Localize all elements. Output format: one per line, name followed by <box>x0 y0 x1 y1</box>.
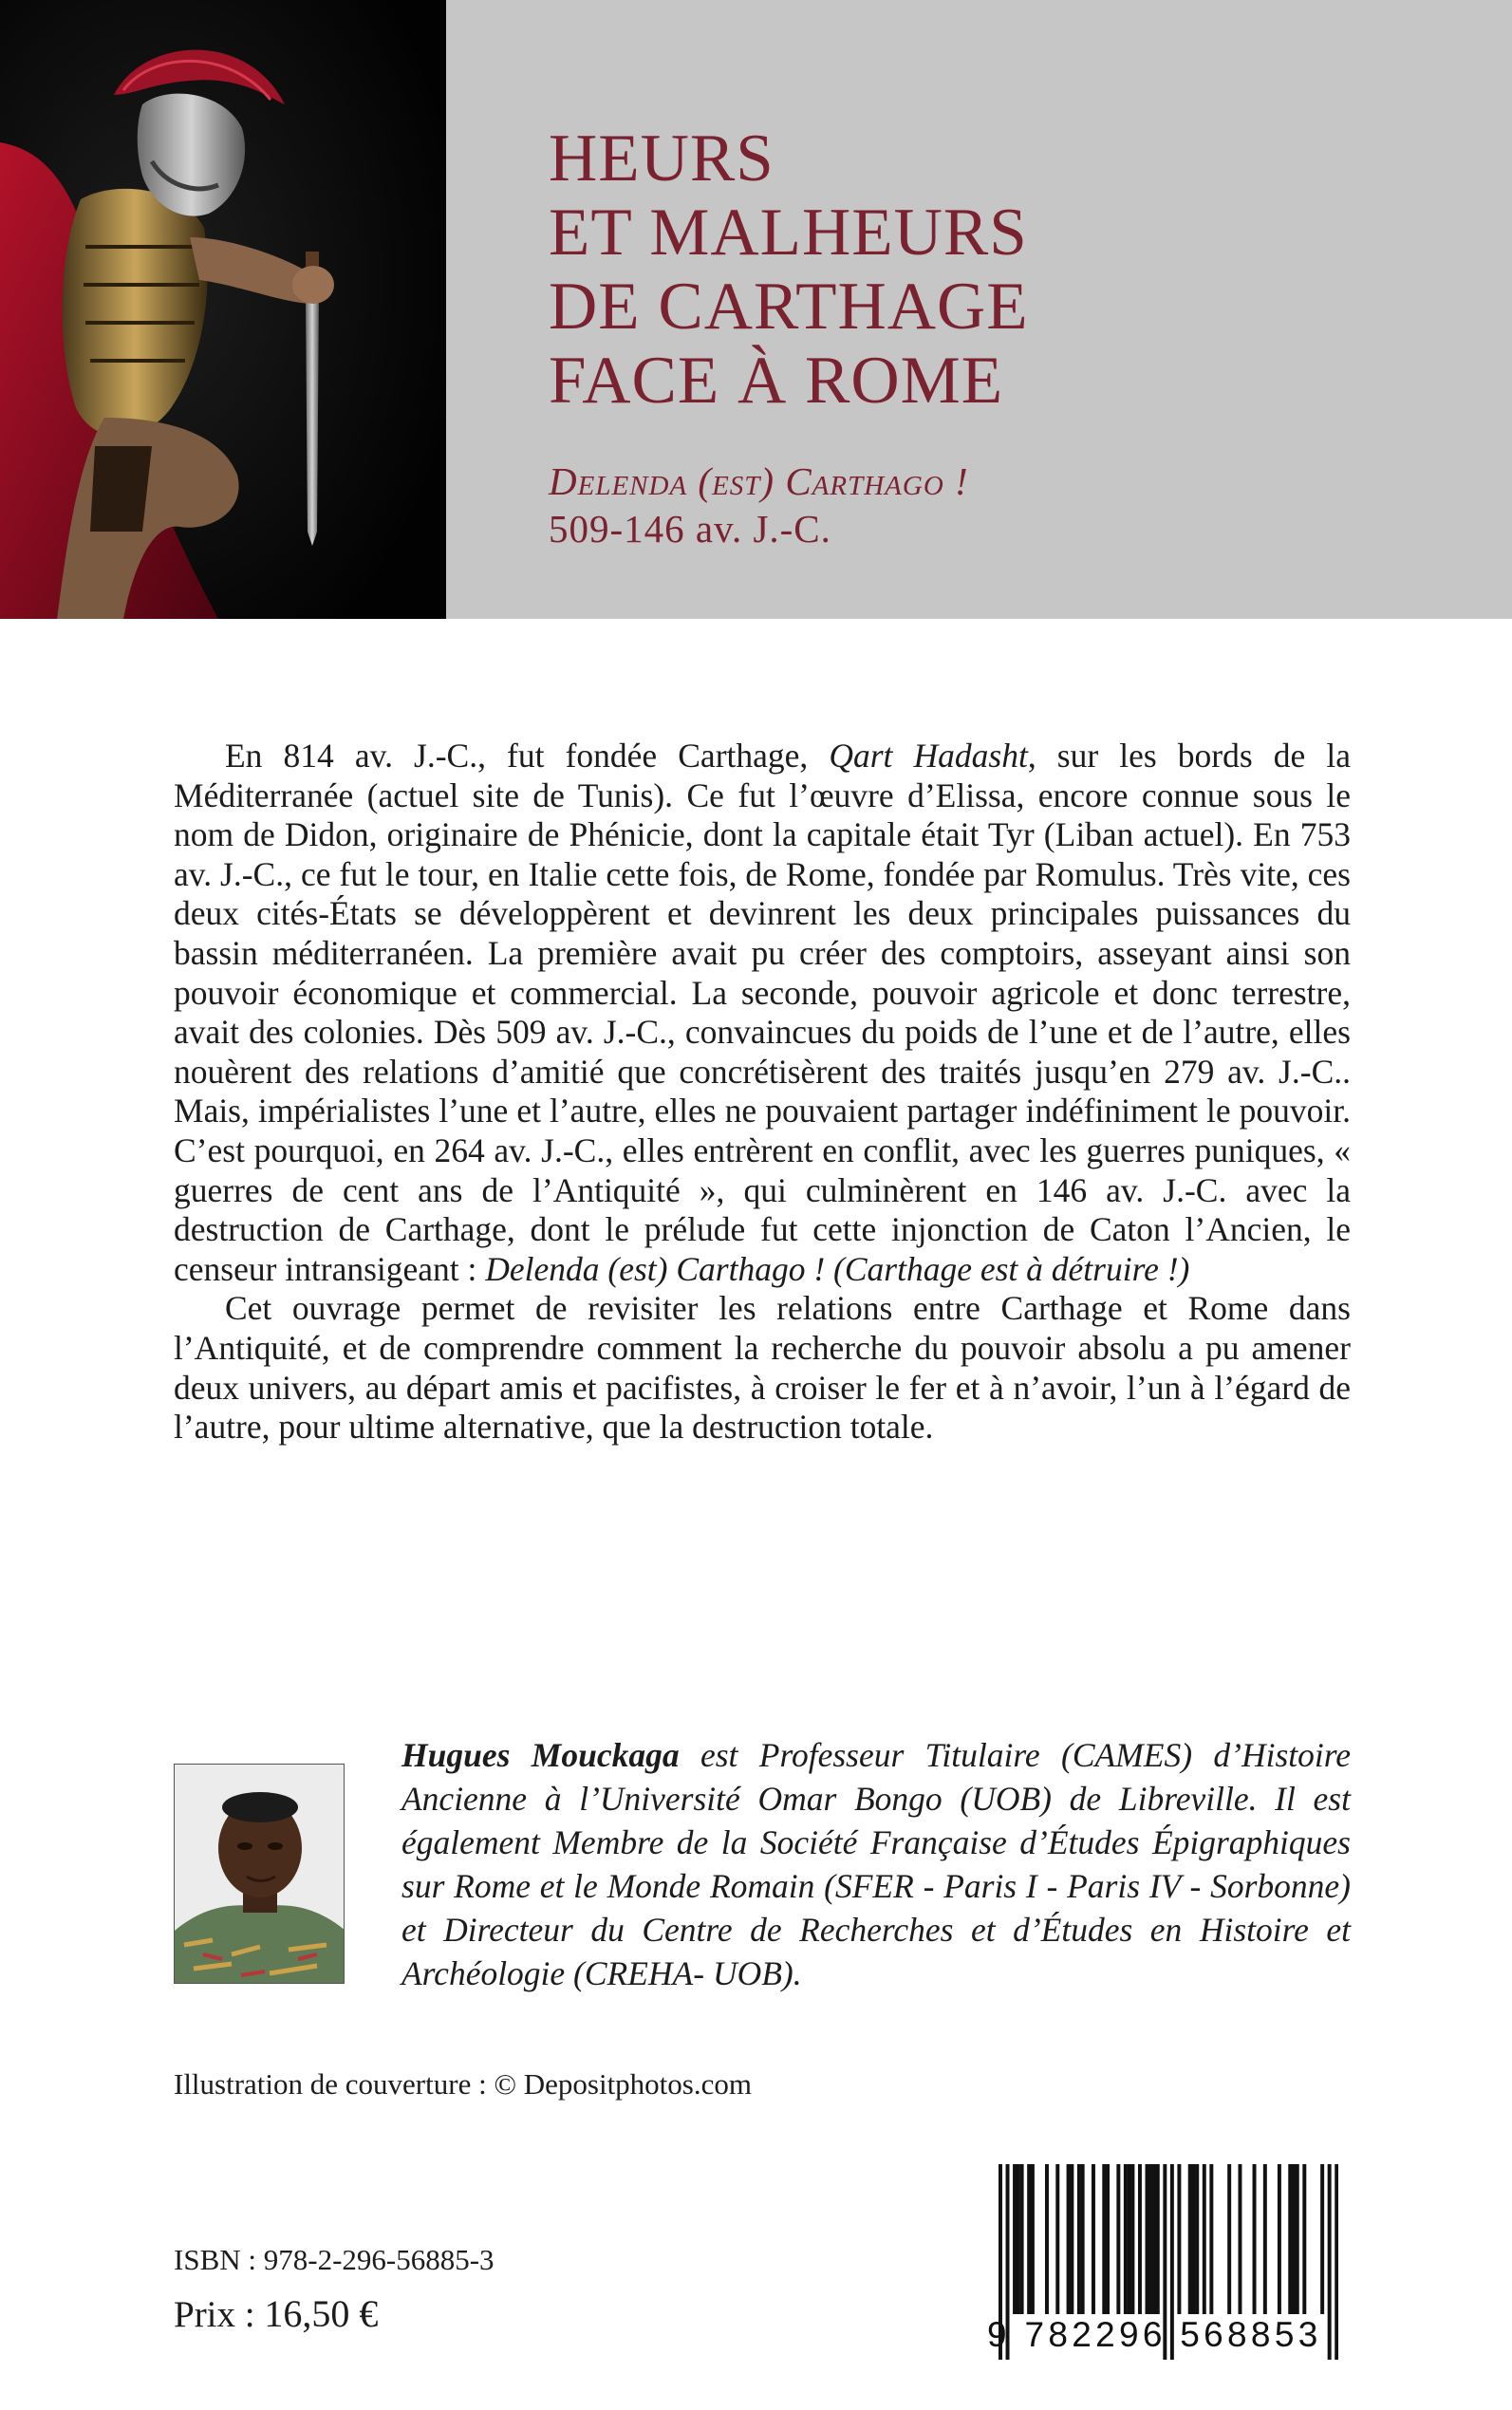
barcode-bar <box>1106 2164 1110 2314</box>
price-value: 16,50 € <box>264 2292 379 2335</box>
barcode-bar <box>1102 2164 1106 2314</box>
barcode-bar <box>1302 2164 1306 2314</box>
summary-paragraph-1 <box>174 737 1351 1289</box>
barcode-bar <box>1070 2164 1073 2314</box>
book-subtitle: Delenda (est) Carthago ! <box>549 459 969 503</box>
barcode-bar <box>1253 2164 1257 2314</box>
barcode-bar <box>1017 2164 1020 2314</box>
barcode-bar <box>1092 2164 1095 2314</box>
isbn: ISBN : 978-2-296-56885-3 <box>174 2243 495 2276</box>
barcode-bar <box>1124 2164 1128 2314</box>
barcode-bar <box>1031 2164 1035 2314</box>
barcode-bar <box>1156 2164 1160 2314</box>
price <box>174 2291 378 2338</box>
barcode-bar <box>1146 2164 1149 2314</box>
barcode-bar <box>1203 2164 1206 2314</box>
author-photo <box>174 1764 345 1984</box>
price-label: Prix : <box>174 2294 265 2335</box>
barcode-bar <box>1138 2164 1142 2314</box>
illustration-credit: Illustration de couverture : © Depositphotos.com <box>174 2067 752 2101</box>
summary-p1-text-a: En 814 av. J.-C., fut fondée Carthage, <box>225 737 830 775</box>
barcode-bar <box>1148 2164 1152 2314</box>
barcode-bar <box>1191 2164 1195 2314</box>
author-bio-text: est Professeur Titulaire (CAMES) d’Histoire Ancienne à l’Université Omar Bongo (UOB) de Libreville. Il est également Membre de la Société Française d’Études Épigraphiques sur Rome et le Monde Romain (SFER - Paris I - Paris IV - Sorbonne) et Directeur du Centre de Recherches et d’Études en Histoire et Archéologie (CREHA- UOB). <box>401 1736 1351 1992</box>
book-title-line-2: ET MALHEURS <box>549 196 1028 270</box>
summary-p1-italic-quote: Delenda (est) Carthago ! (Carthage est à détruire !) <box>485 1249 1190 1288</box>
barcode-bar <box>1116 2164 1120 2314</box>
barcode-bar <box>1055 2164 1059 2314</box>
barcode-bar <box>1013 2164 1017 2314</box>
barcode-bar <box>1130 2164 1134 2314</box>
book-title-line-1: HEURS <box>549 121 775 196</box>
barcode-bar <box>1045 2164 1049 2314</box>
barcode-digits: 9 782296 568853 <box>987 2315 1322 2354</box>
barcode-bar <box>1188 2164 1192 2314</box>
header-band <box>0 0 1512 619</box>
barcode-bar <box>1152 2164 1156 2314</box>
barcode-bar <box>1177 2164 1181 2314</box>
barcode-bar <box>1027 2164 1031 2314</box>
barcode-bar <box>1292 2164 1296 2314</box>
author-name: Hugues Mouckaga <box>401 1736 680 1774</box>
summary-p1-text-c: , sur les bords de la Méditerranée (actuel site de Tunis). Ce fut l’œuvre d’Elissa, encore connue sous le nom de Didon, originaire de Phénicie, dont la capitale était Tyr (Liban actuel). En 753 av. J.-C., ce fut le tour, en Italie cette fois, de Rome, fondée par Romulus. Très vite, ces deux cités-États se développèrent et devinrent les deux principales puissances du bassin méditerranéen. La première avait pu créer des comptoirs, asseyant ainsi son pouvoir économique et commercial. La seconde, pouvoir agricole et donc terrestre, avait des colonies. Dès 509 av. J.-C., convaincues du poids de l’une et de l’autre, elles nouèrent des relations d’amitié que concrétisèrent des traités jusqu’en 279 av. J.-C.. Mais, impérialistes l’une et l’autre, elles ne pouvaient partager indéfiniment le pouvoir. C’est pourquoi, en 264 av. J.-C., elles entrèrent en conflit, avec les guerres puniques, « guerres de cent ans de l’Antiquité », qui culminèrent en 146 av. J.-C. avec la destruction de Carthage, dont le prélude fut cette injonction de Caton l’Ancien, le censeur intransigeant : <box>174 737 1351 1288</box>
barcode-bar <box>1263 2164 1267 2314</box>
book-title-line-4: FACE À ROME <box>549 344 1004 418</box>
book-title-line-3: DE CARTHAGE <box>549 270 1029 344</box>
barcode-bar <box>1227 2164 1231 2314</box>
title-block <box>549 121 1479 552</box>
barcode-bar <box>1081 2164 1085 2314</box>
barcode-bar <box>1020 2164 1024 2314</box>
barcode-bar <box>1077 2164 1081 2314</box>
summary-p1-italic-qart-hadasht: Qart Hadasht <box>829 737 1028 775</box>
barcode-bar <box>1288 2164 1292 2314</box>
barcode-bar <box>1067 2164 1071 2314</box>
barcode-bar <box>1238 2164 1241 2314</box>
barcode-bar <box>1195 2164 1199 2314</box>
author-biography <box>401 1733 1351 1995</box>
barcode-bar <box>1296 2164 1299 2314</box>
barcode-bar <box>1320 2164 1324 2314</box>
barcode-bar <box>1128 2164 1131 2314</box>
cover-illustration-roman-soldier <box>0 0 446 619</box>
barcode-bar <box>1209 2164 1213 2314</box>
back-cover-summary <box>174 737 1351 1448</box>
summary-paragraph-2: Cet ouvrage permet de revisiter les relations entre Carthage et Rome dans l’Antiquité, et de comprendre comment la recherche du pouvoir absolu a pu amener deux univers, au départ amis et pacifistes, à croiser le fer et à n’avoir, l’un à l’égard de l’autre, pour ultime alternative, que la destruction totale. <box>174 1289 1351 1447</box>
book-dates: 509-146 av. J.-C. <box>549 507 831 551</box>
barcode-bar <box>1278 2164 1281 2314</box>
